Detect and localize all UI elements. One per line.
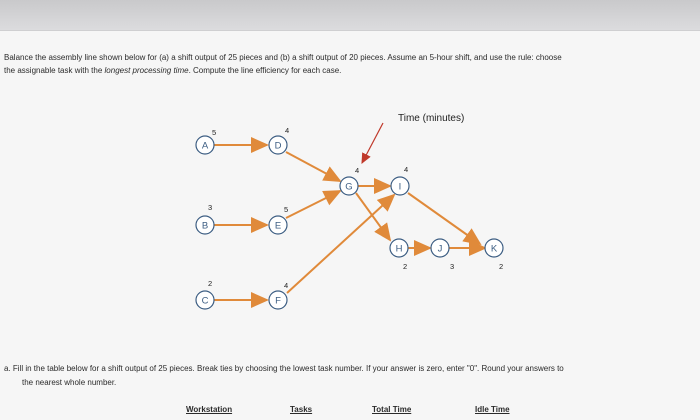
problem-line-2-start: the assignable task with the <box>4 66 105 75</box>
task-time-j: 3 <box>450 262 455 271</box>
header-workstation: Workstation <box>186 405 233 414</box>
task-label-i: I <box>398 181 402 193</box>
problem-statement <box>4 51 694 77</box>
problem-emphasis: longest processing time <box>104 66 189 75</box>
task-node-j <box>431 239 454 271</box>
edge-d-g <box>286 152 340 181</box>
task-time-k: 2 <box>499 262 504 271</box>
problem-line-1: Balance the assembly line shown below for (a) a shift output of 25 pieces and (b) a shift output of 20 pieces. Assume an 5-hour shift, and use the rule: choose <box>4 53 562 62</box>
task-node-d <box>269 126 289 154</box>
task-node-b <box>196 203 214 234</box>
task-node-i <box>391 165 409 195</box>
task-time-g: 4 <box>355 166 360 175</box>
task-time-c: 2 <box>208 279 213 288</box>
task-time-d: 4 <box>285 126 290 135</box>
problem-line-2-end: . Compute the line efficiency for each case. <box>188 66 342 75</box>
edge-e-g <box>286 191 340 218</box>
task-node-f <box>269 281 288 309</box>
task-time-i: 4 <box>404 165 409 174</box>
task-label-g: G <box>345 181 353 193</box>
task-label-d: D <box>274 140 282 152</box>
task-label-e: E <box>274 220 282 232</box>
task-label-k: K <box>490 243 498 255</box>
header-idle-time: Idle Time <box>475 405 510 414</box>
task-time-a: 5 <box>212 128 217 137</box>
edge-g-h <box>356 193 390 240</box>
question-a-line-1: a. Fill in the table below for a shift output of 25 pieces. Break ties by choosing the lowest task number. If your answer is zero, enter "0". Round your answers to <box>4 364 564 373</box>
annotation-arrow <box>362 123 383 163</box>
table-header-row <box>0 405 700 419</box>
question-a-line-2: the nearest whole number. <box>22 378 117 387</box>
task-node-e <box>269 205 288 234</box>
task-time-f: 4 <box>284 281 289 290</box>
header-tasks: Tasks <box>290 405 313 414</box>
window-top-bar <box>0 0 700 30</box>
task-time-e: 5 <box>284 205 289 214</box>
task-node-a <box>196 128 216 154</box>
task-node-c <box>196 279 214 309</box>
task-label-b: B <box>201 220 209 232</box>
problem-line-2 <box>4 64 694 77</box>
task-node-h <box>390 239 408 271</box>
edge-i-k <box>408 193 480 244</box>
task-label-a: A <box>201 140 209 152</box>
task-time-b: 3 <box>208 203 213 212</box>
precedence-diagram-svg <box>185 103 515 333</box>
task-label-h: H <box>395 243 403 255</box>
task-node-g <box>340 166 359 195</box>
task-label-c: C <box>201 295 209 307</box>
question-a <box>4 362 694 390</box>
task-node-k <box>485 239 503 271</box>
annotation-text: Time (minutes) <box>398 113 465 124</box>
task-label-j: J <box>437 243 443 255</box>
header-total-time: Total Time <box>372 405 412 414</box>
precedence-diagram <box>185 103 515 333</box>
task-label-f: F <box>275 295 281 307</box>
task-time-h: 2 <box>403 262 408 271</box>
